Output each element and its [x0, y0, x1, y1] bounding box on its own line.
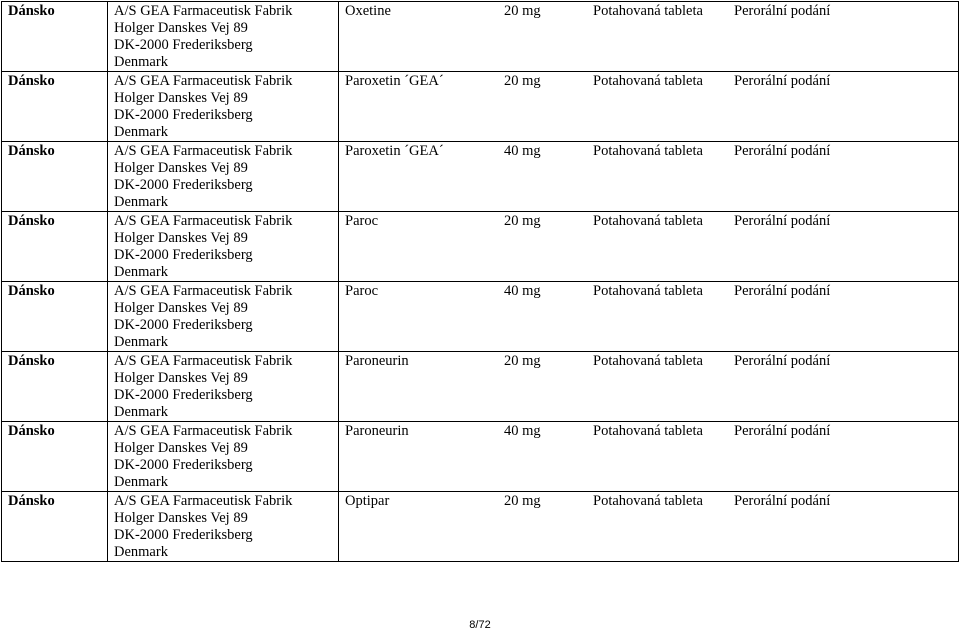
holder-address-line: A/S GEA Farmaceutisk Fabrik [114, 283, 293, 299]
table-row [2, 352, 959, 422]
product-cell [339, 492, 959, 562]
product-cell [339, 72, 959, 142]
holder-address-line: Holger Danskes Vej 89 [114, 90, 248, 106]
holder-address-line: A/S GEA Farmaceutisk Fabrik [114, 3, 293, 19]
table-row [2, 142, 959, 212]
product-strength: 40 mg [504, 283, 541, 299]
holder-address-line: Holger Danskes Vej 89 [114, 230, 248, 246]
table-row [2, 422, 959, 492]
product-line [345, 213, 952, 230]
holder-address-line: DK-2000 Frederiksberg [114, 457, 253, 473]
product-form: Potahovaná tableta [593, 73, 703, 89]
product-name: Oxetine [345, 3, 391, 19]
product-form: Potahovaná tableta [593, 423, 703, 439]
product-form: Potahovaná tableta [593, 493, 703, 509]
product-form: Potahovaná tableta [593, 3, 703, 19]
marketing-holder-cell [108, 142, 339, 212]
marketing-holder-cell [108, 212, 339, 282]
product-line [345, 3, 952, 20]
holder-address-line: Denmark [114, 544, 168, 560]
holder-address-line: A/S GEA Farmaceutisk Fabrik [114, 73, 293, 89]
table-row [2, 282, 959, 352]
product-name: Paroc [345, 283, 379, 299]
table-row [2, 2, 959, 72]
holder-address-line: Denmark [114, 54, 168, 70]
holder-address-line: Holger Danskes Vej 89 [114, 510, 248, 526]
product-route: Perorální podání [734, 423, 831, 439]
holder-address-line: Denmark [114, 264, 168, 280]
holder-address-line: DK-2000 Frederiksberg [114, 37, 253, 53]
product-line [345, 73, 952, 90]
product-name: Paroc [345, 213, 379, 229]
product-line [345, 143, 952, 160]
product-name: Paroxetin ´GEA´ [345, 73, 444, 89]
product-name: Paroneurin [345, 353, 409, 369]
holder-address-line: Holger Danskes Vej 89 [114, 160, 248, 176]
product-route: Perorální podání [734, 213, 831, 229]
product-strength: 20 mg [504, 73, 541, 89]
marketing-holder-cell [108, 2, 339, 72]
marketing-holder-cell [108, 352, 339, 422]
product-name: Paroxetin ´GEA´ [345, 143, 444, 159]
holder-address-line: DK-2000 Frederiksberg [114, 177, 253, 193]
country-cell: Dánsko [2, 72, 108, 142]
table-row [2, 492, 959, 562]
product-route: Perorální podání [734, 73, 831, 89]
product-name: Optipar [345, 493, 390, 509]
marketing-holder-cell [108, 72, 339, 142]
page-number: 8/72 [469, 619, 491, 631]
country-cell: Dánsko [2, 492, 108, 562]
country-cell: Dánsko [2, 282, 108, 352]
marketing-holder-cell [108, 282, 339, 352]
table-row [2, 212, 959, 282]
product-line [345, 283, 952, 300]
holder-address-line: A/S GEA Farmaceutisk Fabrik [114, 213, 293, 229]
holder-address-line: A/S GEA Farmaceutisk Fabrik [114, 143, 293, 159]
marketing-holder-cell [108, 492, 339, 562]
holder-address-line: DK-2000 Frederiksberg [114, 527, 253, 543]
table-row [2, 72, 959, 142]
product-form: Potahovaná tableta [593, 353, 703, 369]
product-strength: 20 mg [504, 3, 541, 19]
holder-address-line: Denmark [114, 124, 168, 140]
product-form: Potahovaná tableta [593, 283, 703, 299]
product-route: Perorální podání [734, 493, 831, 509]
holder-address-line: DK-2000 Frederiksberg [114, 317, 253, 333]
country-cell: Dánsko [2, 2, 108, 72]
product-cell [339, 2, 959, 72]
holder-address-line: DK-2000 Frederiksberg [114, 247, 253, 263]
country-cell: Dánsko [2, 212, 108, 282]
holder-address-line: Denmark [114, 194, 168, 210]
holder-address-line: Holger Danskes Vej 89 [114, 440, 248, 456]
product-strength: 40 mg [504, 143, 541, 159]
product-line [345, 353, 952, 370]
product-table-body [2, 2, 959, 562]
holder-address-line: A/S GEA Farmaceutisk Fabrik [114, 423, 293, 439]
product-cell [339, 352, 959, 422]
holder-address-line: Holger Danskes Vej 89 [114, 370, 248, 386]
holder-address-line: DK-2000 Frederiksberg [114, 107, 253, 123]
product-route: Perorální podání [734, 353, 831, 369]
product-strength: 20 mg [504, 493, 541, 509]
product-strength: 40 mg [504, 423, 541, 439]
holder-address-line: Denmark [114, 474, 168, 490]
product-cell [339, 142, 959, 212]
holder-address-line: A/S GEA Farmaceutisk Fabrik [114, 493, 293, 509]
holder-address-line: DK-2000 Frederiksberg [114, 387, 253, 403]
product-form: Potahovaná tableta [593, 143, 703, 159]
product-cell [339, 212, 959, 282]
holder-address-line: Denmark [114, 404, 168, 420]
holder-address-line: Holger Danskes Vej 89 [114, 20, 248, 36]
product-strength: 20 mg [504, 213, 541, 229]
product-route: Perorální podání [734, 143, 831, 159]
product-route: Perorální podání [734, 283, 831, 299]
product-strength: 20 mg [504, 353, 541, 369]
product-line [345, 493, 952, 510]
holder-address-line: Holger Danskes Vej 89 [114, 300, 248, 316]
country-cell: Dánsko [2, 352, 108, 422]
product-name: Paroneurin [345, 423, 409, 439]
product-line [345, 423, 952, 440]
product-table [1, 1, 959, 562]
holder-address-line: A/S GEA Farmaceutisk Fabrik [114, 353, 293, 369]
country-cell: Dánsko [2, 422, 108, 492]
marketing-holder-cell [108, 422, 339, 492]
product-cell [339, 282, 959, 352]
product-route: Perorální podání [734, 3, 831, 19]
product-cell [339, 422, 959, 492]
holder-address-line: Denmark [114, 334, 168, 350]
country-cell: Dánsko [2, 142, 108, 212]
product-form: Potahovaná tableta [593, 213, 703, 229]
